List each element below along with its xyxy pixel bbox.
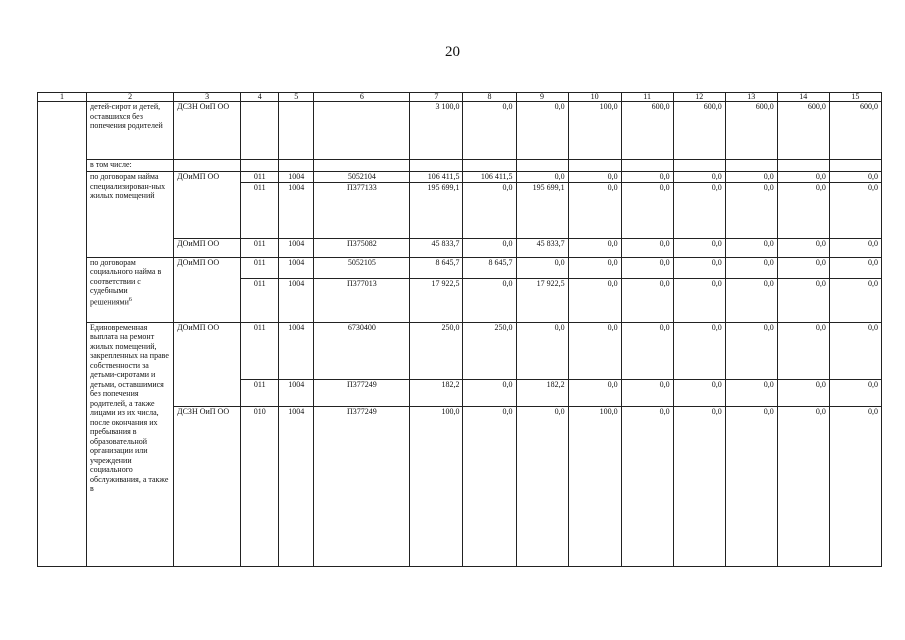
value-cell: 0,0 bbox=[829, 257, 881, 278]
value-cell: 195 699,1 bbox=[410, 182, 463, 238]
cell bbox=[568, 160, 621, 172]
cell bbox=[516, 160, 568, 172]
cell: 6730400 bbox=[314, 322, 410, 379]
org-cell: ДОиМП ОО bbox=[174, 238, 241, 257]
col-header: 1 bbox=[38, 93, 87, 102]
value-cell: 0,0 bbox=[568, 257, 621, 278]
value-cell: 0,0 bbox=[725, 257, 777, 278]
value-cell: 600,0 bbox=[621, 102, 673, 160]
cell: 010 bbox=[241, 406, 279, 566]
value-cell: 0,0 bbox=[777, 379, 829, 406]
value-cell: 0,0 bbox=[621, 379, 673, 406]
cell: 1004 bbox=[279, 278, 314, 322]
table-row bbox=[38, 322, 882, 379]
table-row bbox=[38, 102, 882, 160]
value-cell: 600,0 bbox=[673, 102, 725, 160]
cell: 011 bbox=[241, 172, 279, 183]
value-cell: 0,0 bbox=[673, 278, 725, 322]
value-cell: 0,0 bbox=[829, 172, 881, 183]
cell: 011 bbox=[241, 379, 279, 406]
table-row bbox=[38, 257, 882, 278]
value-cell: 100,0 bbox=[568, 406, 621, 566]
value-cell: 0,0 bbox=[516, 322, 568, 379]
value-cell: 100,0 bbox=[568, 102, 621, 160]
value-cell: 0,0 bbox=[829, 238, 881, 257]
page-number: 20 bbox=[445, 44, 460, 60]
section-cell bbox=[38, 102, 87, 567]
cell bbox=[621, 160, 673, 172]
cell bbox=[174, 160, 241, 172]
value-cell: 0,0 bbox=[777, 322, 829, 379]
value-cell: 0,0 bbox=[463, 238, 516, 257]
cell bbox=[241, 160, 279, 172]
row-name bbox=[87, 257, 174, 322]
cell bbox=[279, 102, 314, 160]
col-header: 14 bbox=[777, 93, 829, 102]
col-header: 10 bbox=[568, 93, 621, 102]
value-cell: 0,0 bbox=[725, 182, 777, 238]
value-cell: 0,0 bbox=[829, 379, 881, 406]
value-cell: 0,0 bbox=[516, 406, 568, 566]
value-cell: 0,0 bbox=[673, 238, 725, 257]
cell: 011 bbox=[241, 257, 279, 278]
value-cell: 600,0 bbox=[777, 102, 829, 160]
value-cell: 0,0 bbox=[568, 322, 621, 379]
value-cell: 0,0 bbox=[463, 182, 516, 238]
cell: 5052104 bbox=[314, 172, 410, 183]
footnote-mark: 6 bbox=[128, 296, 132, 303]
org-cell: ДОиМП ОО bbox=[174, 257, 241, 322]
col-header: 6 bbox=[314, 93, 410, 102]
org-cell: ДОиМП ОО bbox=[174, 172, 241, 239]
col-header: 11 bbox=[621, 93, 673, 102]
value-cell: 0,0 bbox=[829, 406, 881, 566]
cell: 011 bbox=[241, 278, 279, 322]
value-cell: 0,0 bbox=[463, 406, 516, 566]
value-cell: 600,0 bbox=[829, 102, 881, 160]
value-cell: 0,0 bbox=[777, 278, 829, 322]
cell: 1004 bbox=[279, 238, 314, 257]
row-name-text: по договорам социального найма в соответствии с судебными решениями bbox=[90, 257, 162, 307]
value-cell: 600,0 bbox=[725, 102, 777, 160]
value-cell: 0,0 bbox=[725, 406, 777, 566]
value-cell: 0,0 bbox=[463, 102, 516, 160]
cell: П377249 bbox=[314, 379, 410, 406]
cell: 1004 bbox=[279, 257, 314, 278]
cell: 1004 bbox=[279, 182, 314, 238]
value-cell: 0,0 bbox=[673, 406, 725, 566]
cell bbox=[314, 102, 410, 160]
org-cell: ДОиМП ОО bbox=[174, 322, 241, 406]
value-cell: 0,0 bbox=[673, 182, 725, 238]
value-cell: 182,2 bbox=[410, 379, 463, 406]
cell: П377249 bbox=[314, 406, 410, 566]
row-name: в том числе: bbox=[87, 160, 174, 172]
value-cell: 3 100,0 bbox=[410, 102, 463, 160]
col-header: 12 bbox=[673, 93, 725, 102]
value-cell: 0,0 bbox=[777, 172, 829, 183]
value-cell: 0,0 bbox=[568, 379, 621, 406]
col-header: 13 bbox=[725, 93, 777, 102]
value-cell: 45 833,7 bbox=[516, 238, 568, 257]
row-name: Единовременная выплата на ремонт жилых помещений, закрепленных на праве собственности за детьми-сиротами и детьми, оставшимися без попечения родителей, а также лицами из их числа, после окончания их пребывания в образовательной организации или учреждении социального обслуживания, а также в bbox=[87, 322, 174, 566]
cell: 011 bbox=[241, 182, 279, 238]
budget-table bbox=[37, 92, 882, 567]
col-header: 15 bbox=[829, 93, 881, 102]
value-cell: 0,0 bbox=[621, 278, 673, 322]
value-cell: 0,0 bbox=[516, 257, 568, 278]
cell: 1004 bbox=[279, 379, 314, 406]
value-cell: 0,0 bbox=[621, 172, 673, 183]
value-cell: 0,0 bbox=[725, 322, 777, 379]
value-cell: 0,0 bbox=[673, 322, 725, 379]
cell bbox=[463, 160, 516, 172]
cell bbox=[777, 160, 829, 172]
value-cell: 0,0 bbox=[621, 257, 673, 278]
value-cell: 0,0 bbox=[516, 102, 568, 160]
row-name: по договорам найма специализирован-ных жилых помещений bbox=[87, 172, 174, 258]
value-cell: 0,0 bbox=[829, 182, 881, 238]
value-cell: 0,0 bbox=[568, 172, 621, 183]
cell: 1004 bbox=[279, 172, 314, 183]
value-cell: 0,0 bbox=[725, 379, 777, 406]
cell bbox=[829, 160, 881, 172]
col-header: 2 bbox=[87, 93, 174, 102]
value-cell: 0,0 bbox=[777, 182, 829, 238]
value-cell: 0,0 bbox=[463, 379, 516, 406]
value-cell: 0,0 bbox=[673, 172, 725, 183]
cell: П377013 bbox=[314, 278, 410, 322]
value-cell: 0,0 bbox=[725, 278, 777, 322]
value-cell: 0,0 bbox=[568, 182, 621, 238]
value-cell: 195 699,1 bbox=[516, 182, 568, 238]
cell: 011 bbox=[241, 238, 279, 257]
value-cell: 45 833,7 bbox=[410, 238, 463, 257]
value-cell: 0,0 bbox=[621, 238, 673, 257]
value-cell: 0,0 bbox=[777, 257, 829, 278]
value-cell: 0,0 bbox=[725, 238, 777, 257]
column-number-row bbox=[38, 93, 882, 102]
value-cell: 106 411,5 bbox=[463, 172, 516, 183]
value-cell: 106 411,5 bbox=[410, 172, 463, 183]
value-cell: 0,0 bbox=[777, 238, 829, 257]
value-cell: 17 922,5 bbox=[410, 278, 463, 322]
value-cell: 8 645,7 bbox=[410, 257, 463, 278]
cell bbox=[314, 160, 410, 172]
col-header: 8 bbox=[463, 93, 516, 102]
col-header: 3 bbox=[174, 93, 241, 102]
cell bbox=[410, 160, 463, 172]
org-cell: ДСЗН ОиП ОО bbox=[174, 102, 241, 160]
cell: 1004 bbox=[279, 406, 314, 566]
value-cell: 0,0 bbox=[777, 406, 829, 566]
value-cell: 0,0 bbox=[621, 182, 673, 238]
value-cell: 250,0 bbox=[463, 322, 516, 379]
cell bbox=[725, 160, 777, 172]
value-cell: 0,0 bbox=[673, 379, 725, 406]
col-header: 9 bbox=[516, 93, 568, 102]
value-cell: 17 922,5 bbox=[516, 278, 568, 322]
value-cell: 250,0 bbox=[410, 322, 463, 379]
cell: 5052105 bbox=[314, 257, 410, 278]
value-cell: 0,0 bbox=[673, 257, 725, 278]
cell bbox=[279, 160, 314, 172]
value-cell: 0,0 bbox=[621, 406, 673, 566]
value-cell: 0,0 bbox=[725, 172, 777, 183]
row-name: детей-сирот и детей, оставшихся без попечения родителей bbox=[87, 102, 174, 160]
cell bbox=[673, 160, 725, 172]
value-cell: 100,0 bbox=[410, 406, 463, 566]
col-header: 5 bbox=[279, 93, 314, 102]
value-cell: 0,0 bbox=[829, 322, 881, 379]
cell: 1004 bbox=[279, 322, 314, 379]
col-header: 4 bbox=[241, 93, 279, 102]
cell: 011 bbox=[241, 322, 279, 379]
table-row bbox=[38, 172, 882, 183]
value-cell: 0,0 bbox=[568, 238, 621, 257]
cell: П375082 bbox=[314, 238, 410, 257]
value-cell: 0,0 bbox=[829, 278, 881, 322]
org-cell: ДСЗН ОиП ОО bbox=[174, 406, 241, 566]
value-cell: 0,0 bbox=[621, 322, 673, 379]
value-cell: 182,2 bbox=[516, 379, 568, 406]
cell bbox=[241, 102, 279, 160]
value-cell: 0,0 bbox=[568, 278, 621, 322]
col-header: 7 bbox=[410, 93, 463, 102]
value-cell: 0,0 bbox=[516, 172, 568, 183]
cell: П377133 bbox=[314, 182, 410, 238]
value-cell: 8 645,7 bbox=[463, 257, 516, 278]
value-cell: 0,0 bbox=[463, 278, 516, 322]
table-row bbox=[38, 160, 882, 172]
